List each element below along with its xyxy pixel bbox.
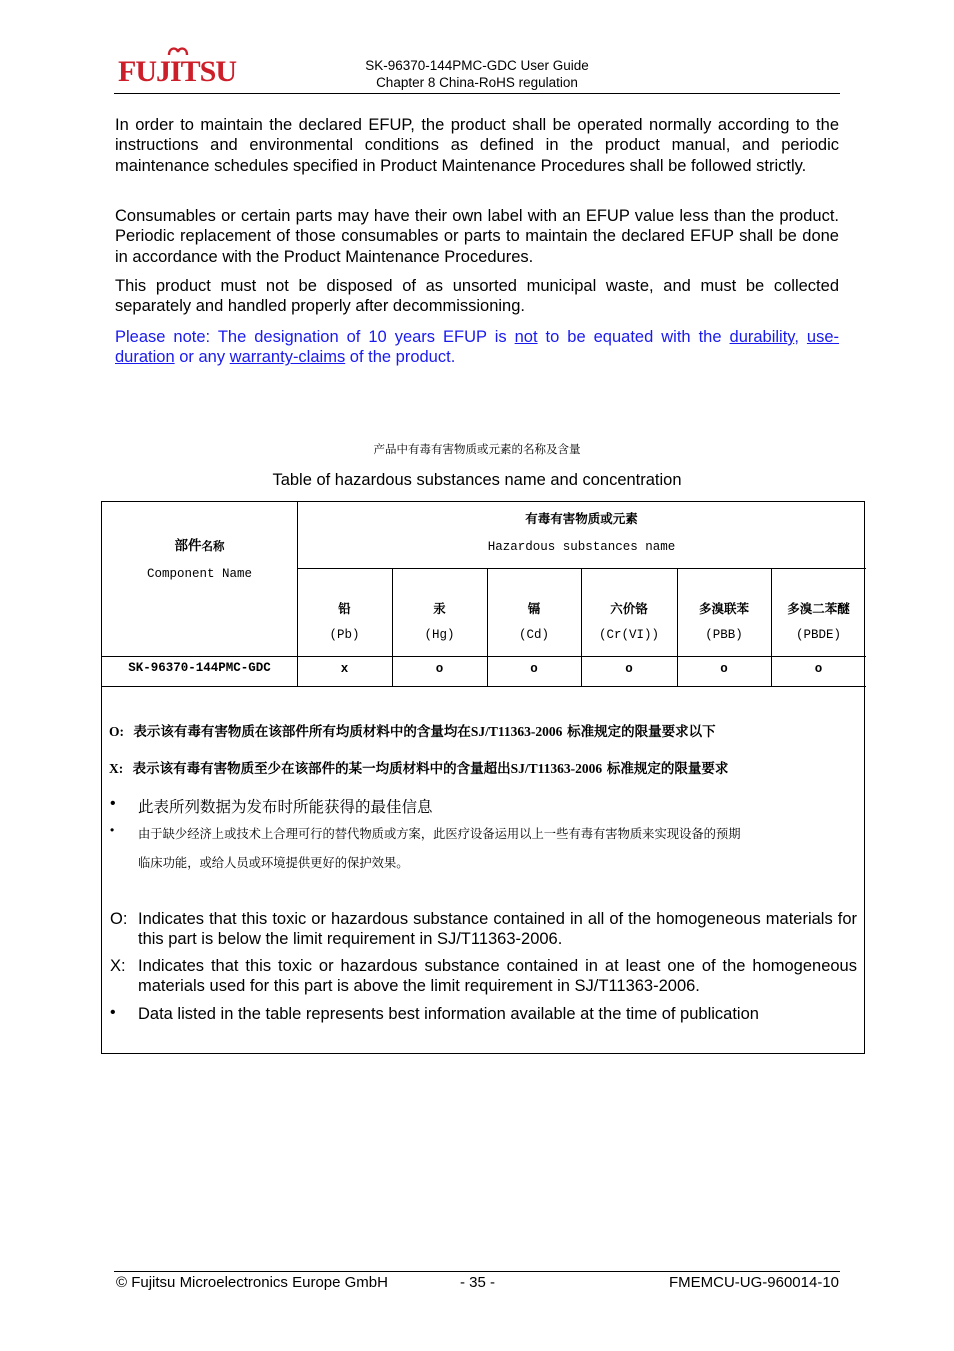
note-bullet-en: Data listed in the table represents best information available at the time of publication bbox=[138, 1005, 759, 1023]
row-value-crvi: o bbox=[625, 662, 633, 676]
row-value-pbb: o bbox=[720, 662, 728, 676]
bullet-dot: • bbox=[110, 795, 116, 812]
table-caption-cn: 产品中有毒有害物质或元素的名称及含量 bbox=[373, 442, 581, 456]
note-bullet-cn-2-line1: 由于缺少经济上或技术上合理可行的替代物质或方案，此医疗设备运用以上一些有毒有害物质来实现设备的预期 bbox=[138, 827, 741, 841]
substance-chromium-symbol: (Cr(VI)) bbox=[598, 628, 659, 642]
link-warranty-claims[interactable]: warranty-claims bbox=[229, 348, 346, 367]
bullet-dot: • bbox=[110, 1004, 116, 1021]
substance-cadmium-symbol: (Cd) bbox=[518, 628, 549, 642]
paragraph-efup-maintenance: In order to maintain the declared EFUP, the product shall be operated normally according to the instructions and environmental conditions as defined in the product manual, and periodic maintenance schedules specified in Product Maintenance Procedures shall be followed strictly. bbox=[115, 116, 839, 175]
efup-note bbox=[115, 327, 839, 368]
grid-line bbox=[297, 502, 298, 686]
substances-header-cn: 有毒有害物质或元素 bbox=[525, 511, 638, 526]
table-caption-en: Table of hazardous substances name and concentration bbox=[272, 471, 682, 489]
row-value-pb: x bbox=[340, 662, 349, 676]
substance-pbb-symbol: (PBB) bbox=[705, 628, 743, 642]
paragraph-consumables: Consumables or certain parts may have their own label with an EFUP value less than the product. Periodic replacement of those consumables or parts to maintain the declared EFUP shall be done in accordance with the Product Maintenance Procedures. bbox=[115, 207, 839, 266]
substance-mercury-cn: 汞 bbox=[433, 601, 446, 616]
note-x-cn: X: 表示该有毒有害物质至少在该部件的某一均质材料中的含量超出SJ/T11363-2006 标准规定的限量要求 bbox=[109, 761, 729, 777]
substance-chromium-cn: 六价铬 bbox=[610, 601, 648, 616]
note-text-1: Please note: The designation of 10 years EFUP is bbox=[115, 328, 515, 346]
note-bullet-cn-1: 此表所列数据为发布时所能获得的最佳信息 bbox=[138, 798, 433, 816]
note-x-en: X: Indicates that this toxic or hazardous substance contained in at least one of the homogeneous materials used for this part is above the limit requirement in SJ/T11363-2006. bbox=[110, 957, 857, 996]
footer-page-number: - 35 - bbox=[460, 1274, 496, 1291]
substance-lead-symbol: (Pb) bbox=[329, 628, 360, 642]
footer-rule bbox=[114, 1271, 840, 1272]
row-value-hg: o bbox=[435, 662, 444, 676]
substance-pbde-symbol: (PBDE) bbox=[795, 628, 841, 642]
note-text-5: of the product. bbox=[345, 348, 456, 367]
note-text-2: to be equated with the bbox=[537, 328, 730, 346]
substance-lead-cn: 铅 bbox=[338, 601, 351, 616]
row-value-pbde: o bbox=[814, 662, 823, 676]
header-rule bbox=[114, 93, 840, 94]
note-o-cn: O: 表示该有毒有害物质在该部件所有均质材料中的含量均在SJ/T11363-2006 标准规定的限量要求以下 bbox=[109, 724, 716, 740]
header-title: SK-96370-144PMC-GDC User Guide bbox=[365, 58, 589, 73]
header-chapter: Chapter 8 China-RoHS regulation bbox=[376, 75, 578, 90]
fujitsu-logo bbox=[118, 44, 237, 92]
grid-line bbox=[102, 656, 866, 657]
footer-copyright: © Fujitsu Microelectronics Europe GmbH bbox=[116, 1274, 388, 1291]
bullet-dot: • bbox=[110, 823, 115, 837]
footer-doc-id: FMEMCU-UG-960014-10 bbox=[668, 1274, 839, 1291]
link-use-duration[interactable]: use-duration bbox=[115, 328, 840, 367]
link-durability[interactable]: durability bbox=[729, 328, 795, 346]
grid-line bbox=[102, 686, 866, 687]
substance-pbb-cn: 多溴联苯 bbox=[698, 601, 749, 616]
substance-mercury-symbol: (Hg) bbox=[424, 628, 455, 642]
component-header-en: Component Name bbox=[146, 567, 253, 581]
note-bullet-cn-2-line2: 临床功能，或给人员或环境提供更好的保护效果。 bbox=[138, 856, 409, 870]
substance-cadmium-cn: 镉 bbox=[527, 601, 541, 616]
component-header-cn: 部件名称 bbox=[174, 538, 225, 554]
note-text-4: or any bbox=[174, 348, 230, 367]
row-component-name: SK-96370-144PMC-GDC bbox=[128, 661, 271, 675]
note-o-en: O: Indicates that this toxic or hazardous substance contained in all of the homogeneous materials for this part is below the limit requirement in SJ/T11363-2006. bbox=[110, 910, 857, 949]
logo-text: FUJITSU bbox=[118, 55, 237, 88]
paragraph-disposal: This product must not be disposed of as unsorted municipal waste, and must be collected separately and handled properly after decommissioning. bbox=[115, 277, 839, 316]
link-not[interactable]: not bbox=[514, 328, 538, 346]
note-text-3: , bbox=[794, 328, 807, 346]
substances-header-en: Hazardous substances name bbox=[487, 540, 676, 554]
substance-pbde-cn: 多溴二苯醚 bbox=[787, 601, 850, 616]
row-value-cd: o bbox=[530, 662, 538, 676]
